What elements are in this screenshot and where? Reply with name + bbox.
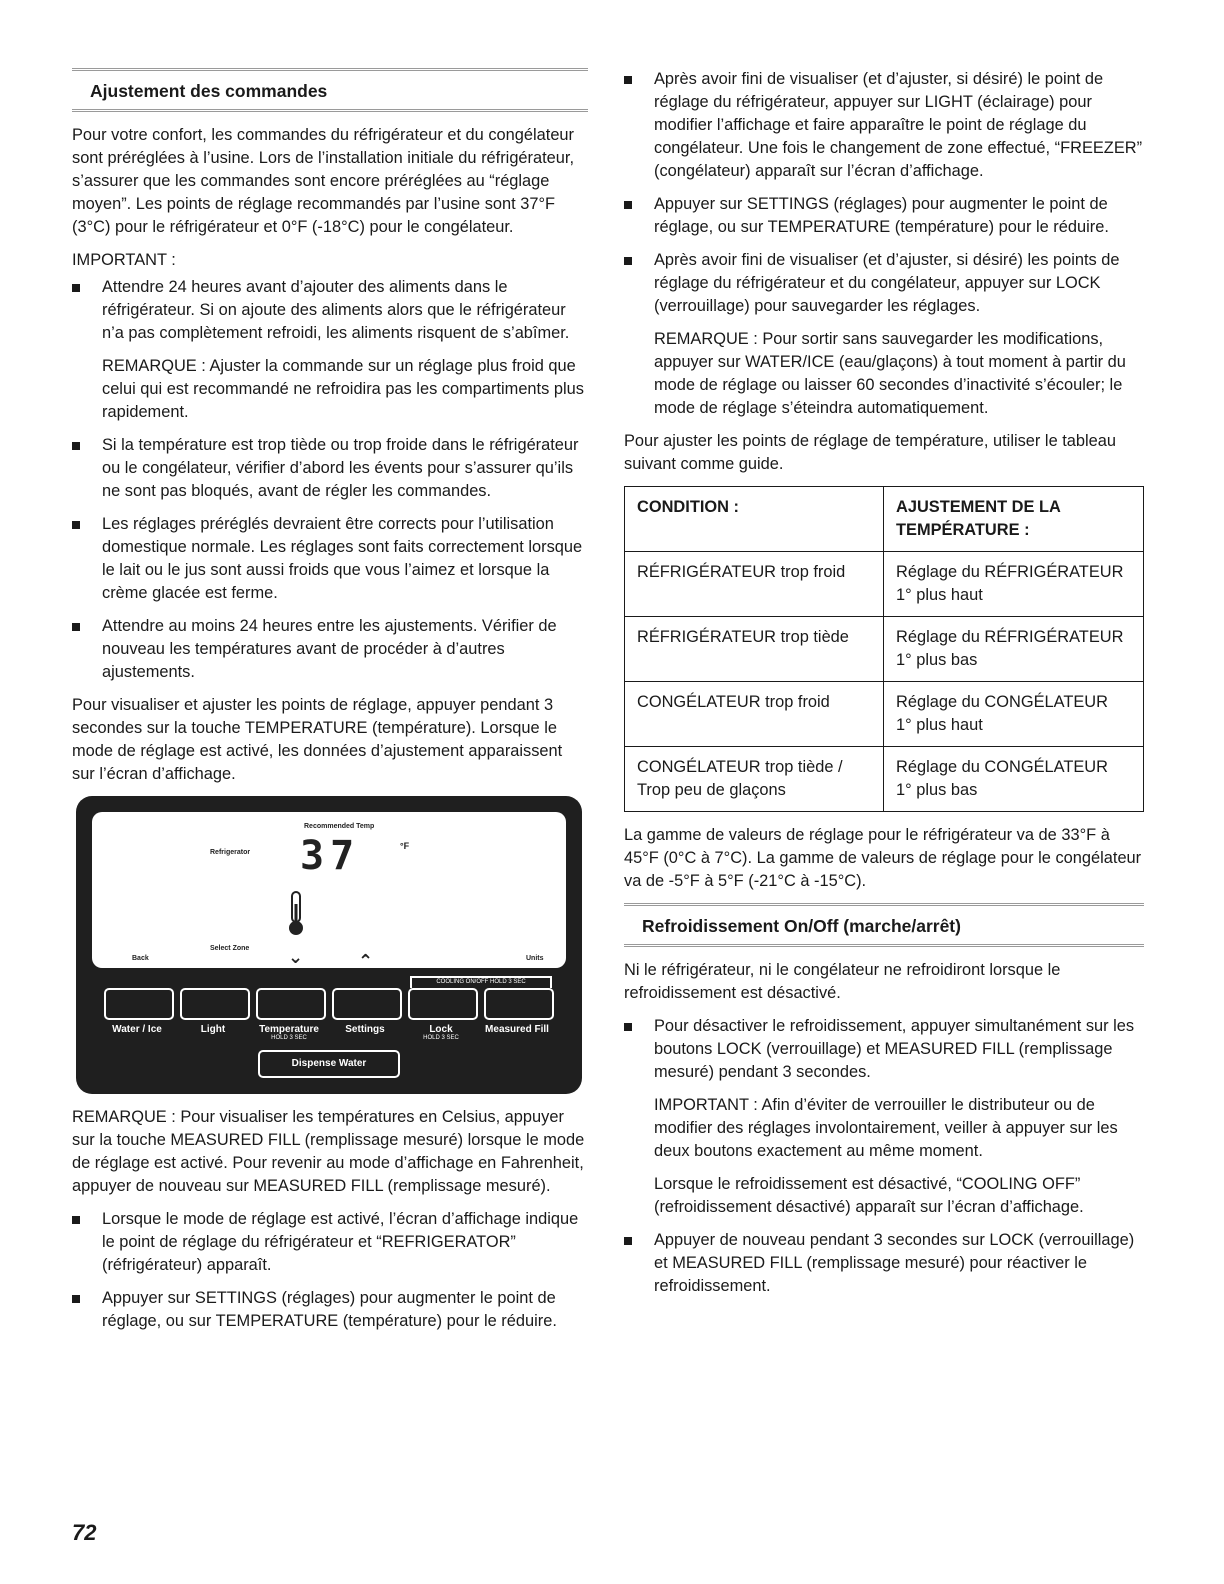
hold-3-sec-label: HOLD 3 SEC <box>271 1035 307 1041</box>
bullet-list-setmode <box>72 1208 588 1333</box>
right-column <box>624 68 1144 1308</box>
bullet-list-freezer <box>624 68 1144 318</box>
table-cell: RÉFRIGÉRATEUR trop tiède <box>625 617 884 682</box>
important-note: IMPORTANT : Afin d’éviter de verrouiller le distributeur ou de modifier des réglages involontairement, veiller à appuyer sur les deux boutons exactement au même moment. <box>654 1096 1118 1160</box>
important-label: IMPORTANT : <box>72 251 176 269</box>
list-item: Appuyer de nouveau pendant 3 secondes sur LOCK (verrouillage) et MEASURED FILL (remplissage mesuré) pour réactiver le refroidissement. <box>624 1229 1144 1298</box>
temperature-button[interactable] <box>256 988 326 1020</box>
settings-label: Settings <box>345 1024 385 1035</box>
list-item: Appuyer sur SETTINGS (réglages) pour augmenter le point de réglage, ou sur TEMPERATURE (température) pour le réduire. <box>624 193 1144 239</box>
table-cell: Réglage du RÉFRIGÉRATEUR 1° plus bas <box>884 617 1144 682</box>
display-screen <box>92 812 566 971</box>
table-intro: Pour ajuster les points de réglage de température, utiliser le tableau suivant comme guide. <box>624 432 1117 473</box>
unit-label: °F <box>400 841 410 851</box>
measured-fill-label: Measured Fill <box>485 1024 549 1035</box>
units-label: Units <box>526 955 544 962</box>
recommended-temp-label: Recommended Temp <box>304 823 375 830</box>
intro-paragraph: Pour votre confort, les commandes du réfrigérateur et du congélateur sont préréglées à l’usine. Lors de l’installation initiale du réfrigérateur, s’assurer que les commandes sont encore préréglées au “réglage moyen”. Les points de réglage recommandés par l’usine sont 37°F (3°C) pour le réfrigérateur et 0°F (-18°C) pour le congélateur. <box>72 126 575 236</box>
view-setpoints-paragraph: Pour visualiser et ajuster les points de réglage, appuyer pendant 3 secondes sur la touche TEMPERATURE (température). Lorsque le mode de réglage est activé, les données d’ajustement apparaissent sur l’écran d’affichage. <box>72 696 563 783</box>
measured-fill-button[interactable] <box>484 988 554 1020</box>
back-label: Back <box>132 955 149 962</box>
temperature-label: Temperature HOLD 3 SEC <box>249 1024 329 1042</box>
water-ice-button[interactable] <box>104 988 174 1020</box>
select-zone-label: Select Zone <box>210 945 250 952</box>
light-label: Light <box>200 1024 226 1035</box>
chevron-down-icon[interactable]: ⌄ <box>288 947 304 967</box>
table-cell: Réglage du RÉFRIGÉRATEUR 1° plus haut <box>884 552 1144 617</box>
hold-3-sec-label: HOLD 3 SEC <box>423 1035 459 1041</box>
left-column <box>72 68 588 1343</box>
list-item: Lorsque le mode de réglage est activé, l’écran d’affichage indique le point de réglage du réfrigérateur et “REFRIGERATOR” (réfrigérateur) apparaît. <box>72 1208 588 1277</box>
cooling-intro: Ni le réfrigérateur, ni le congélateur ne refroidiront lorsque le refroidissement est désactivé. <box>624 961 1061 1002</box>
refrigerator-label: Refrigerator <box>210 849 251 856</box>
section-heading-cooling: Refroidissement On/Off (marche/arrêt) <box>624 903 1144 947</box>
thermometer-icon <box>286 890 306 938</box>
list-item: Après avoir fini de visualiser (et d’ajuster, si désiré) le point de réglage du réfrigérateur, appuyer sur LIGHT (éclairage) pour modifier l’affichage et faire apparaître le point de réglage du congélateur. Une fois le changement de zone effectué, “FREEZER” (congélateur) apparaît sur l’écran d’affichage. <box>624 68 1144 183</box>
lock-label: Lock HOLD 3 SEC <box>401 1024 481 1042</box>
list-item: Pour désactiver le refroidissement, appuyer simultanément sur les boutons LOCK (verrouillage) et MEASURED FILL (remplissage mesuré) pendant 3 secondes. <box>624 1015 1144 1084</box>
control-panel-illustration <box>76 796 582 1094</box>
page-number: 72 <box>72 1520 97 1545</box>
cooling-on-off-label: COOLING ON/OFF HOLD 3 SEC <box>410 976 552 988</box>
adjustment-table <box>624 486 1144 812</box>
section-heading-adjust: Ajustement des commandes <box>72 68 588 112</box>
settings-button[interactable] <box>332 988 402 1020</box>
bullet-list-tips <box>72 434 588 684</box>
table-cell: RÉFRIGÉRATEUR trop froid <box>625 552 884 617</box>
chevron-up-icon[interactable]: ⌃ <box>358 951 374 971</box>
light-button[interactable] <box>180 988 250 1020</box>
table-cell: CONGÉLATEUR trop froid <box>625 682 884 747</box>
table-cell: CONGÉLATEUR trop tiède / Trop peu de glaçons <box>625 747 884 812</box>
table-cell: Réglage du CONGÉLATEUR 1° plus bas <box>884 747 1144 812</box>
list-item: Attendre 24 heures avant d’ajouter des aliments dans le réfrigérateur. Si on ajoute des aliments alors que le réfrigérateur n’a pas complètement refroidi, les aliments risquent de s’abîmer. <box>72 276 588 345</box>
cooling-off-note: Lorsque le refroidissement est désactivé, “COOLING OFF” (refroidissement désactivé) apparaît sur l’écran d’affichage. <box>654 1175 1084 1216</box>
bullet-list-important <box>72 276 588 345</box>
temperature-digits: 37 <box>300 833 361 879</box>
bullet-list-reactivate <box>624 1229 1144 1298</box>
table-header-row <box>625 487 1144 552</box>
table-row <box>625 617 1144 682</box>
header-condition: CONDITION : <box>625 487 884 552</box>
note-celsius: REMARQUE : Pour visualiser les températures en Celsius, appuyer sur la touche MEASURED FILL (remplissage mesuré) lorsque le mode de réglage est activé. Pour revenir au mode d’affichage en Fahrenheit, appuyer de nouveau sur MEASURED FILL (remplissage mesuré). <box>72 1108 585 1195</box>
table-row <box>625 682 1144 747</box>
table-row <box>625 747 1144 812</box>
list-item: Appuyer sur SETTINGS (réglages) pour augmenter le point de réglage, ou sur TEMPERATURE (température) pour le réduire. <box>72 1287 588 1333</box>
note-colder-setting: REMARQUE : Ajuster la commande sur un réglage plus froid que celui qui est recommandé ne refroidira pas les compartiments plus rapidement. <box>102 357 584 421</box>
dispense-water-button[interactable]: Dispense Water <box>258 1050 400 1078</box>
table-cell: Réglage du CONGÉLATEUR 1° plus haut <box>884 682 1144 747</box>
lock-button[interactable] <box>408 988 478 1020</box>
water-ice-label: Water / Ice <box>112 1024 162 1035</box>
bullet-list-cooling <box>624 1015 1144 1084</box>
table-row <box>625 552 1144 617</box>
list-item: Après avoir fini de visualiser (et d’ajuster, si désiré) les points de réglage du réfrigérateur et du congélateur, appuyer sur LOCK (verrouillage) pour sauvegarder les réglages. <box>624 249 1144 318</box>
header-adjustment: AJUSTEMENT DE LA TEMPÉRATURE : <box>884 487 1144 552</box>
note-exit-without-saving: REMARQUE : Pour sortir sans sauvegarder les modifications, appuyer sur WATER/ICE (eau/glaçons) à tout moment à partir du mode de réglage ou laisser 60 secondes d’inactivité s’écouler; le mode de réglage s’éteindra automatiquement. <box>654 330 1126 417</box>
setpoint-range-paragraph: La gamme de valeurs de réglage pour le réfrigérateur va de 33°F à 45°F (0°C à 7°C). La gamme de valeurs de réglage pour le congélateur va de -5°F à 5°F (-21°C à -15°C). <box>624 826 1142 890</box>
list-item: Attendre au moins 24 heures entre les ajustements. Vérifier de nouveau les températures avant de procéder à d’autres ajustements. <box>72 615 588 684</box>
list-item: Les réglages préréglés devraient être corrects pour l’utilisation domestique normale. Les réglages sont faits correctement lorsque le lait ou le jus sont aussi froids que vous l’aimez et lorsque la crème glacée est ferme. <box>72 513 588 605</box>
list-item: Si la température est trop tiède ou trop froide dans le réfrigérateur ou le congélateur, vérifier d’abord les évents pour s’assurer qu’ils ne sont pas bloqués, avant de régler les commandes. <box>72 434 588 503</box>
